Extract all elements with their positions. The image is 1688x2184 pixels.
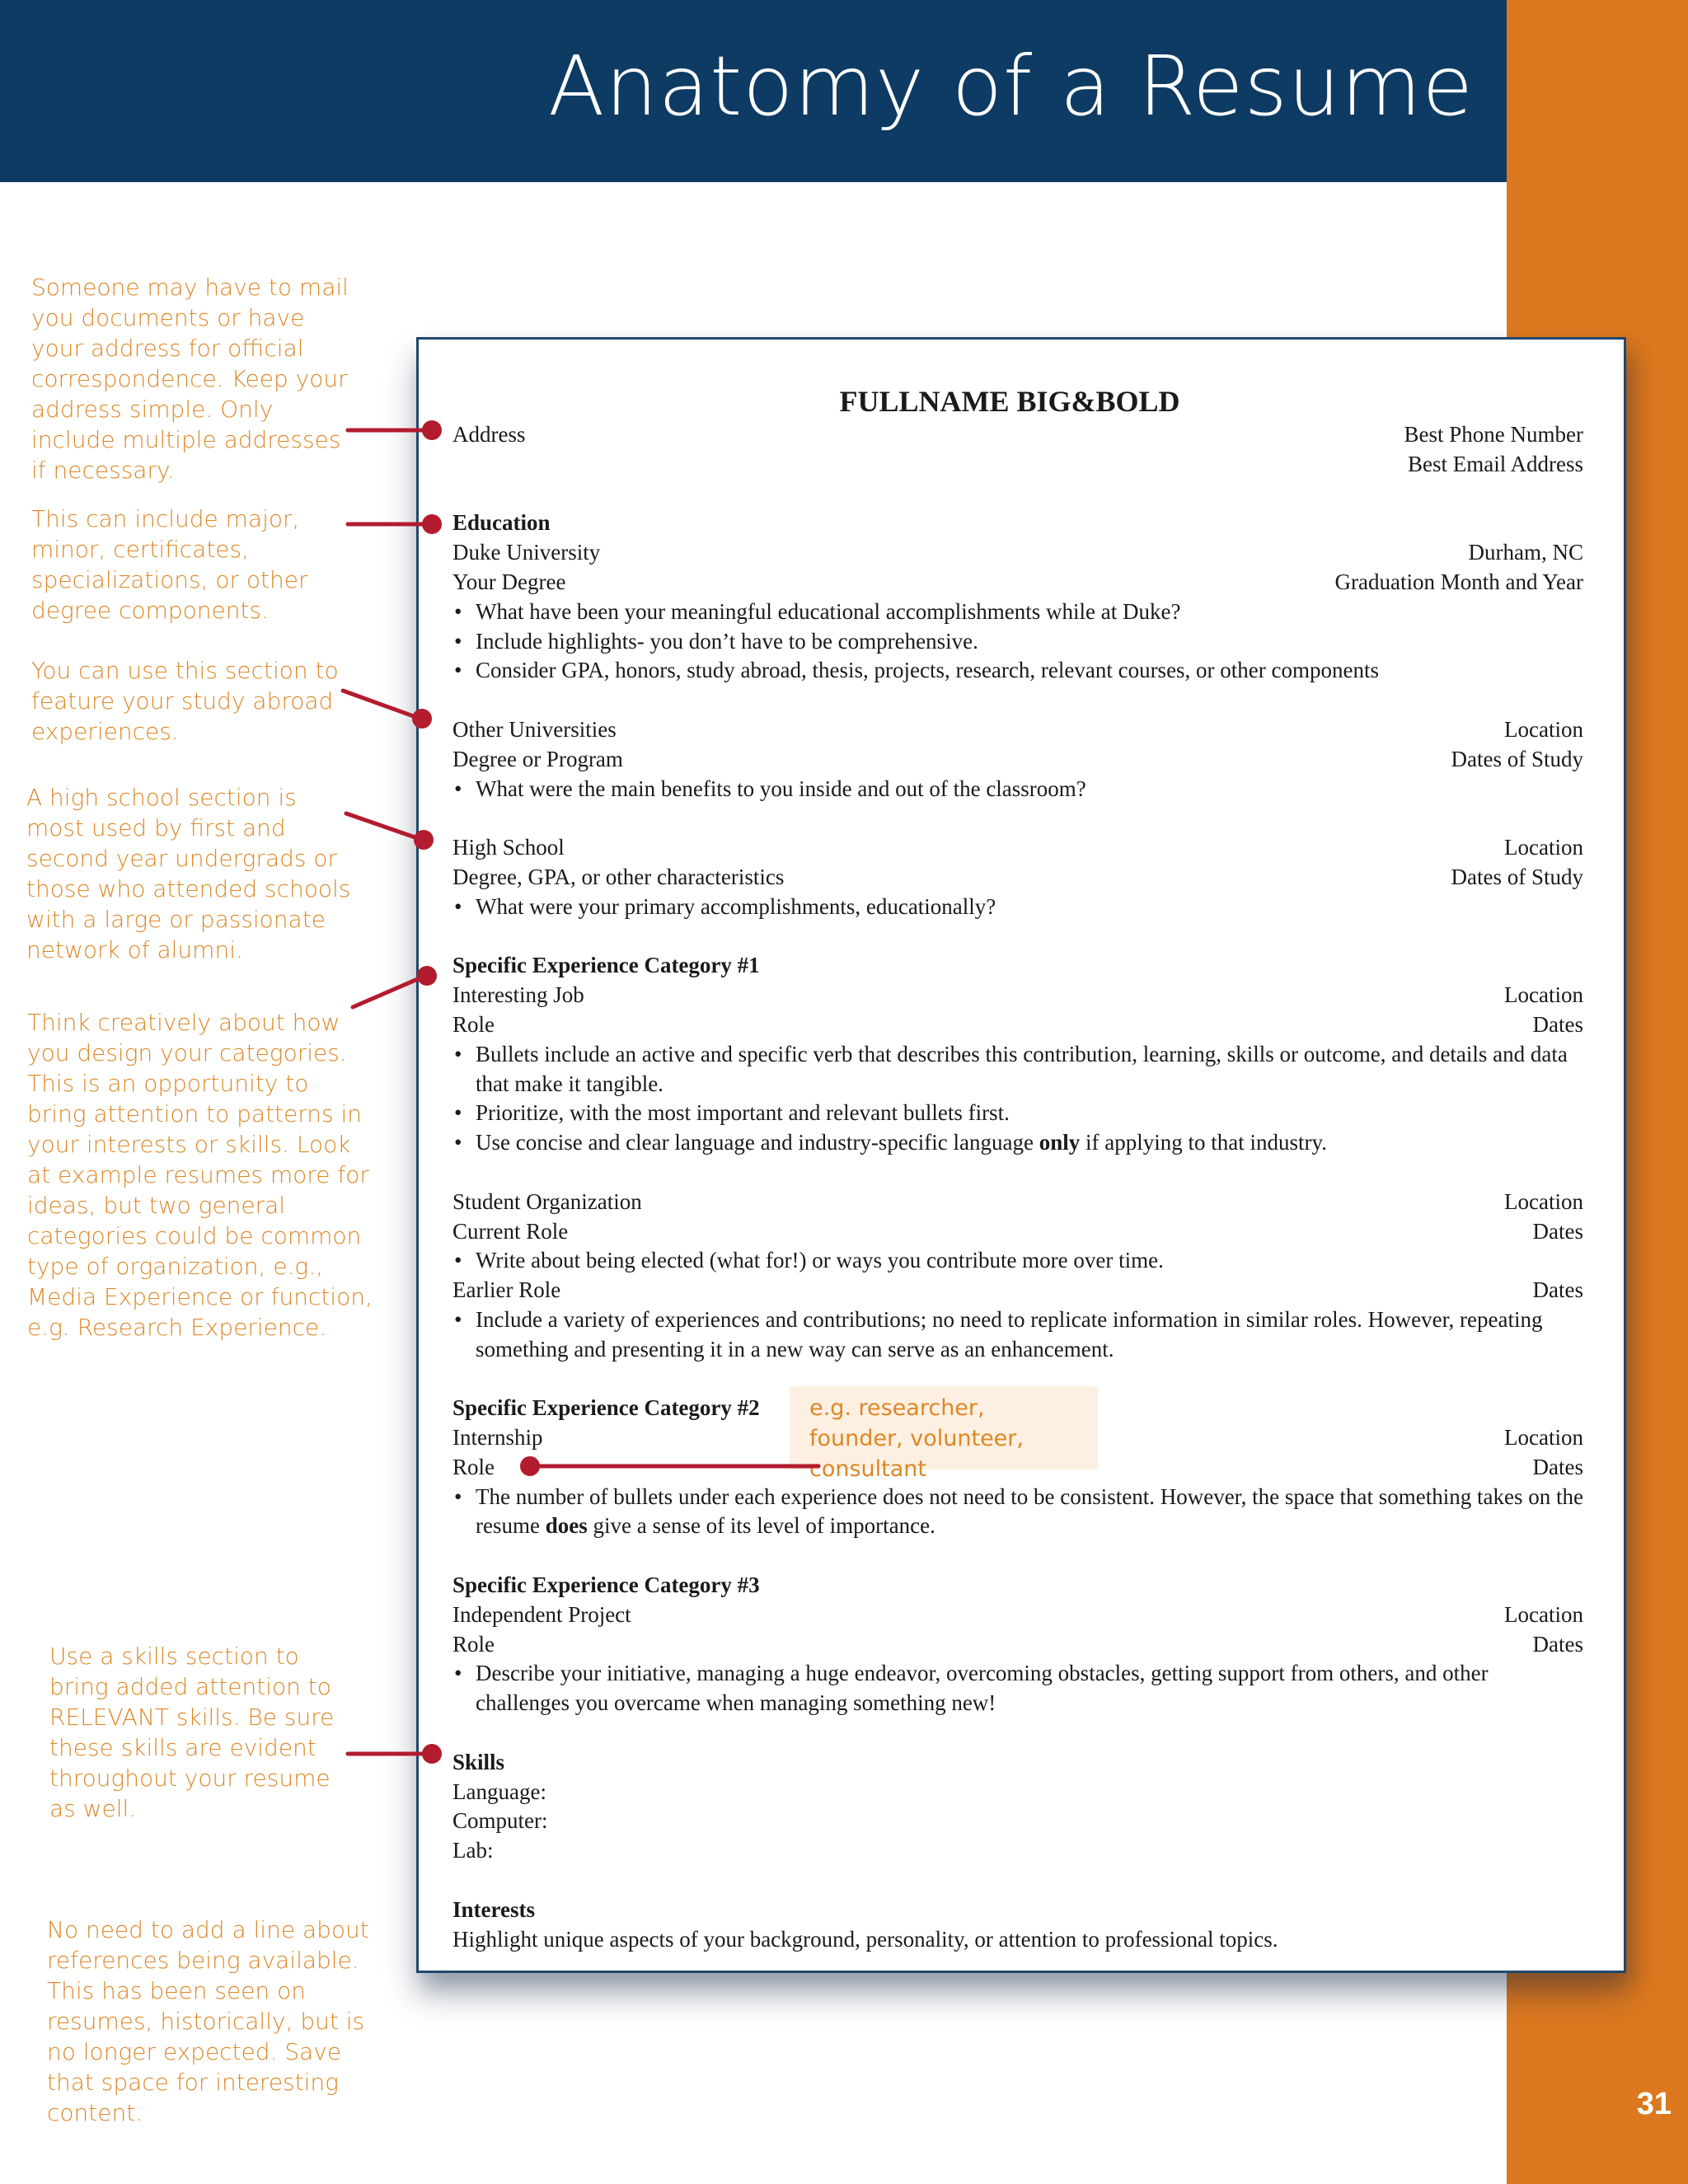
education-degree: Your Degree: [452, 569, 566, 594]
annotation-education: This can include major, minor, certificates, specializations, or other degree components.: [31, 505, 308, 624]
other-dates: Dates of Study: [1451, 746, 1583, 771]
earlier-role: Earlier Role: [452, 1277, 561, 1303]
cat3-job-row: [452, 1601, 1583, 1630]
education-heading: Education: [452, 510, 551, 536]
cat1-role-row: [452, 1010, 1583, 1040]
cat1-bullet: • Prioritize, with the most important and relevant bullets first.: [452, 1099, 1583, 1128]
cat2-bullet: [452, 1483, 1583, 1542]
connector-categories: [353, 976, 425, 1007]
connector-high-school: [346, 813, 422, 840]
page-title: Anatomy of a Resume: [547, 38, 1474, 134]
high-school: High School: [452, 835, 565, 860]
other-degree: Degree or Program: [452, 746, 623, 771]
other-degree-row: [452, 745, 1583, 775]
header-band: [0, 0, 1507, 182]
cat2-location: Location: [1504, 1425, 1583, 1451]
cat3-location: Location: [1504, 1601, 1583, 1627]
category-3-heading: Specific Experience Category #3: [452, 1572, 760, 1598]
cat2-role: Role: [452, 1454, 495, 1479]
org-bullet: • Write about being elected (what for!) or ways you contribute more over time.: [452, 1246, 1583, 1276]
other-university: Other Universities: [452, 716, 617, 742]
category-2-heading: Specific Experience Category #2: [452, 1395, 760, 1421]
other-university-location: Location: [1504, 716, 1583, 742]
high-school-detail: Degree, GPA, or other characteristics: [452, 864, 785, 889]
cat1-bullet3-pre: Use concise and clear language and industry-specific language: [476, 1130, 1039, 1155]
annotation-other-universities: You can use this section to feature your study abroad experiences.: [31, 657, 339, 745]
cat2-bullet-pre: The number of bullets under each experience does not need to be consistent. However, the space that something takes on the resume: [476, 1483, 1583, 1539]
annotation-references: No need to add a line about references being available. This has been seen on resumes, historically, but is no longer expected. Save that space for interesting content.: [47, 1916, 369, 2126]
org-location: Location: [1504, 1188, 1583, 1214]
annotation-skills: Use a skills section to bring added attention to RELEVANT skills. Be sure these skills are evident throughout your resume as well.: [49, 1643, 335, 1822]
student-organization: Student Organization: [452, 1188, 642, 1214]
skills-heading: Skills: [452, 1749, 505, 1774]
cat1-job: Interesting Job: [452, 982, 584, 1008]
cat1-role: Role: [452, 1011, 495, 1037]
cat1-job-row: [452, 981, 1583, 1010]
cat1-bullet: [452, 1128, 1583, 1158]
resume-phone: Best Phone Number: [1404, 422, 1583, 447]
current-role-row: [452, 1217, 1583, 1247]
resume-address: Address: [452, 422, 526, 447]
org-bullet: • Include a variety of experiences and contributions; no need to replicate information in similar roles. However, repeating something and presenting it in a new way can serve as an enhancement.: [452, 1305, 1583, 1365]
annotation-categories: Think creatively about how you design your categories. This is an opportunity to bring attention to patterns in your interests or skills. Look at example resumes more for ideas, but two general categories could be common type of organization, e.g., Media Experience or function, e.g. Research Experience.: [27, 1009, 373, 1341]
education-bullet: • Include highlights- you don’t have to be comprehensive.: [452, 627, 1583, 657]
cat2-dates: Dates: [1532, 1454, 1583, 1479]
cat3-dates: Dates: [1532, 1631, 1583, 1657]
contact-row-2: [452, 450, 1583, 480]
earlier-role-row: [452, 1276, 1583, 1305]
cat3-role-row: [452, 1630, 1583, 1660]
category-1-heading: Specific Experience Category #1: [452, 953, 760, 978]
education-bullet: • What have been your meaningful educational accomplishments while at Duke?: [452, 598, 1583, 627]
high-school-row: [452, 833, 1583, 863]
cat1-bullet: • Bullets include an active and specific verb that describes this contribution, learning, skills or outcome, and details and data that make it tangible.: [452, 1040, 1583, 1099]
education-bullet: • Consider GPA, honors, study abroad, thesis, projects, research, relevant courses, or other components: [452, 656, 1583, 686]
resume-email: Best Email Address: [1408, 451, 1583, 476]
high-school-dates: Dates of Study: [1451, 864, 1583, 889]
resume-name: FULLNAME BIG&BOLD: [839, 385, 1180, 418]
skills-lab: Lab:: [452, 1838, 494, 1863]
cat2-bullet-bold: does: [545, 1513, 588, 1539]
cat2-bullet-post: give a sense of its level of importance.: [587, 1513, 935, 1539]
cat3-bullet: • Describe your initiative, managing a huge endeavor, overcoming obstacles, getting support from others, and other challenges you overcame when managing something new!: [452, 1659, 1583, 1718]
skills-language: Language:: [452, 1779, 546, 1804]
other-university-bullet: • What were the main benefits to you inside and out of the classroom?: [452, 775, 1583, 804]
annotation-address: Someone may have to mail you documents or have your address for official correspondence. Keep your address simple. Only include multiple addresses if necessary.: [31, 274, 349, 484]
interests-heading: Interests: [452, 1896, 535, 1922]
interests-text: Highlight unique aspects of your background, personality, or attention to professional topics.: [452, 1926, 1278, 1952]
other-university-row: [452, 715, 1583, 745]
contact-row-1: [452, 420, 1583, 450]
high-school-bullet: • What were your primary accomplishments, educationally?: [452, 893, 1583, 922]
education-school-row: [452, 538, 1583, 568]
high-school-detail-row: [452, 863, 1583, 893]
cat1-location: Location: [1504, 982, 1583, 1008]
earlier-role-dates: Dates: [1532, 1277, 1583, 1303]
org-row: [452, 1188, 1583, 1217]
page-number: 31: [1636, 2087, 1672, 2121]
education-location: Durham, NC: [1468, 540, 1583, 565]
cat3-job: Independent Project: [452, 1601, 631, 1627]
role-hint-box: e.g. researcher, founder, volunteer, consultant: [790, 1386, 1098, 1469]
connector-other-universities: [343, 691, 420, 719]
cat3-role: Role: [452, 1631, 495, 1657]
education-graduation: Graduation Month and Year: [1334, 569, 1583, 594]
cat1-bullet3-post: if applying to that industry.: [1080, 1130, 1327, 1155]
current-role: Current Role: [452, 1218, 569, 1244]
cat1-dates: Dates: [1532, 1011, 1583, 1037]
education-school: Duke University: [452, 540, 601, 565]
cat1-bullet3-bold: only: [1039, 1130, 1081, 1155]
resume-sample: [416, 337, 1626, 1973]
skills-computer: Computer:: [452, 1808, 548, 1834]
high-school-location: Location: [1504, 835, 1583, 860]
current-role-dates: Dates: [1532, 1218, 1583, 1244]
annotation-high-school: A high school section is most used by first and second year undergrads or those who attended schools with a large or passionate network of alumni.: [26, 784, 351, 963]
education-degree-row: [452, 568, 1583, 598]
cat2-job: Internship: [452, 1425, 543, 1451]
